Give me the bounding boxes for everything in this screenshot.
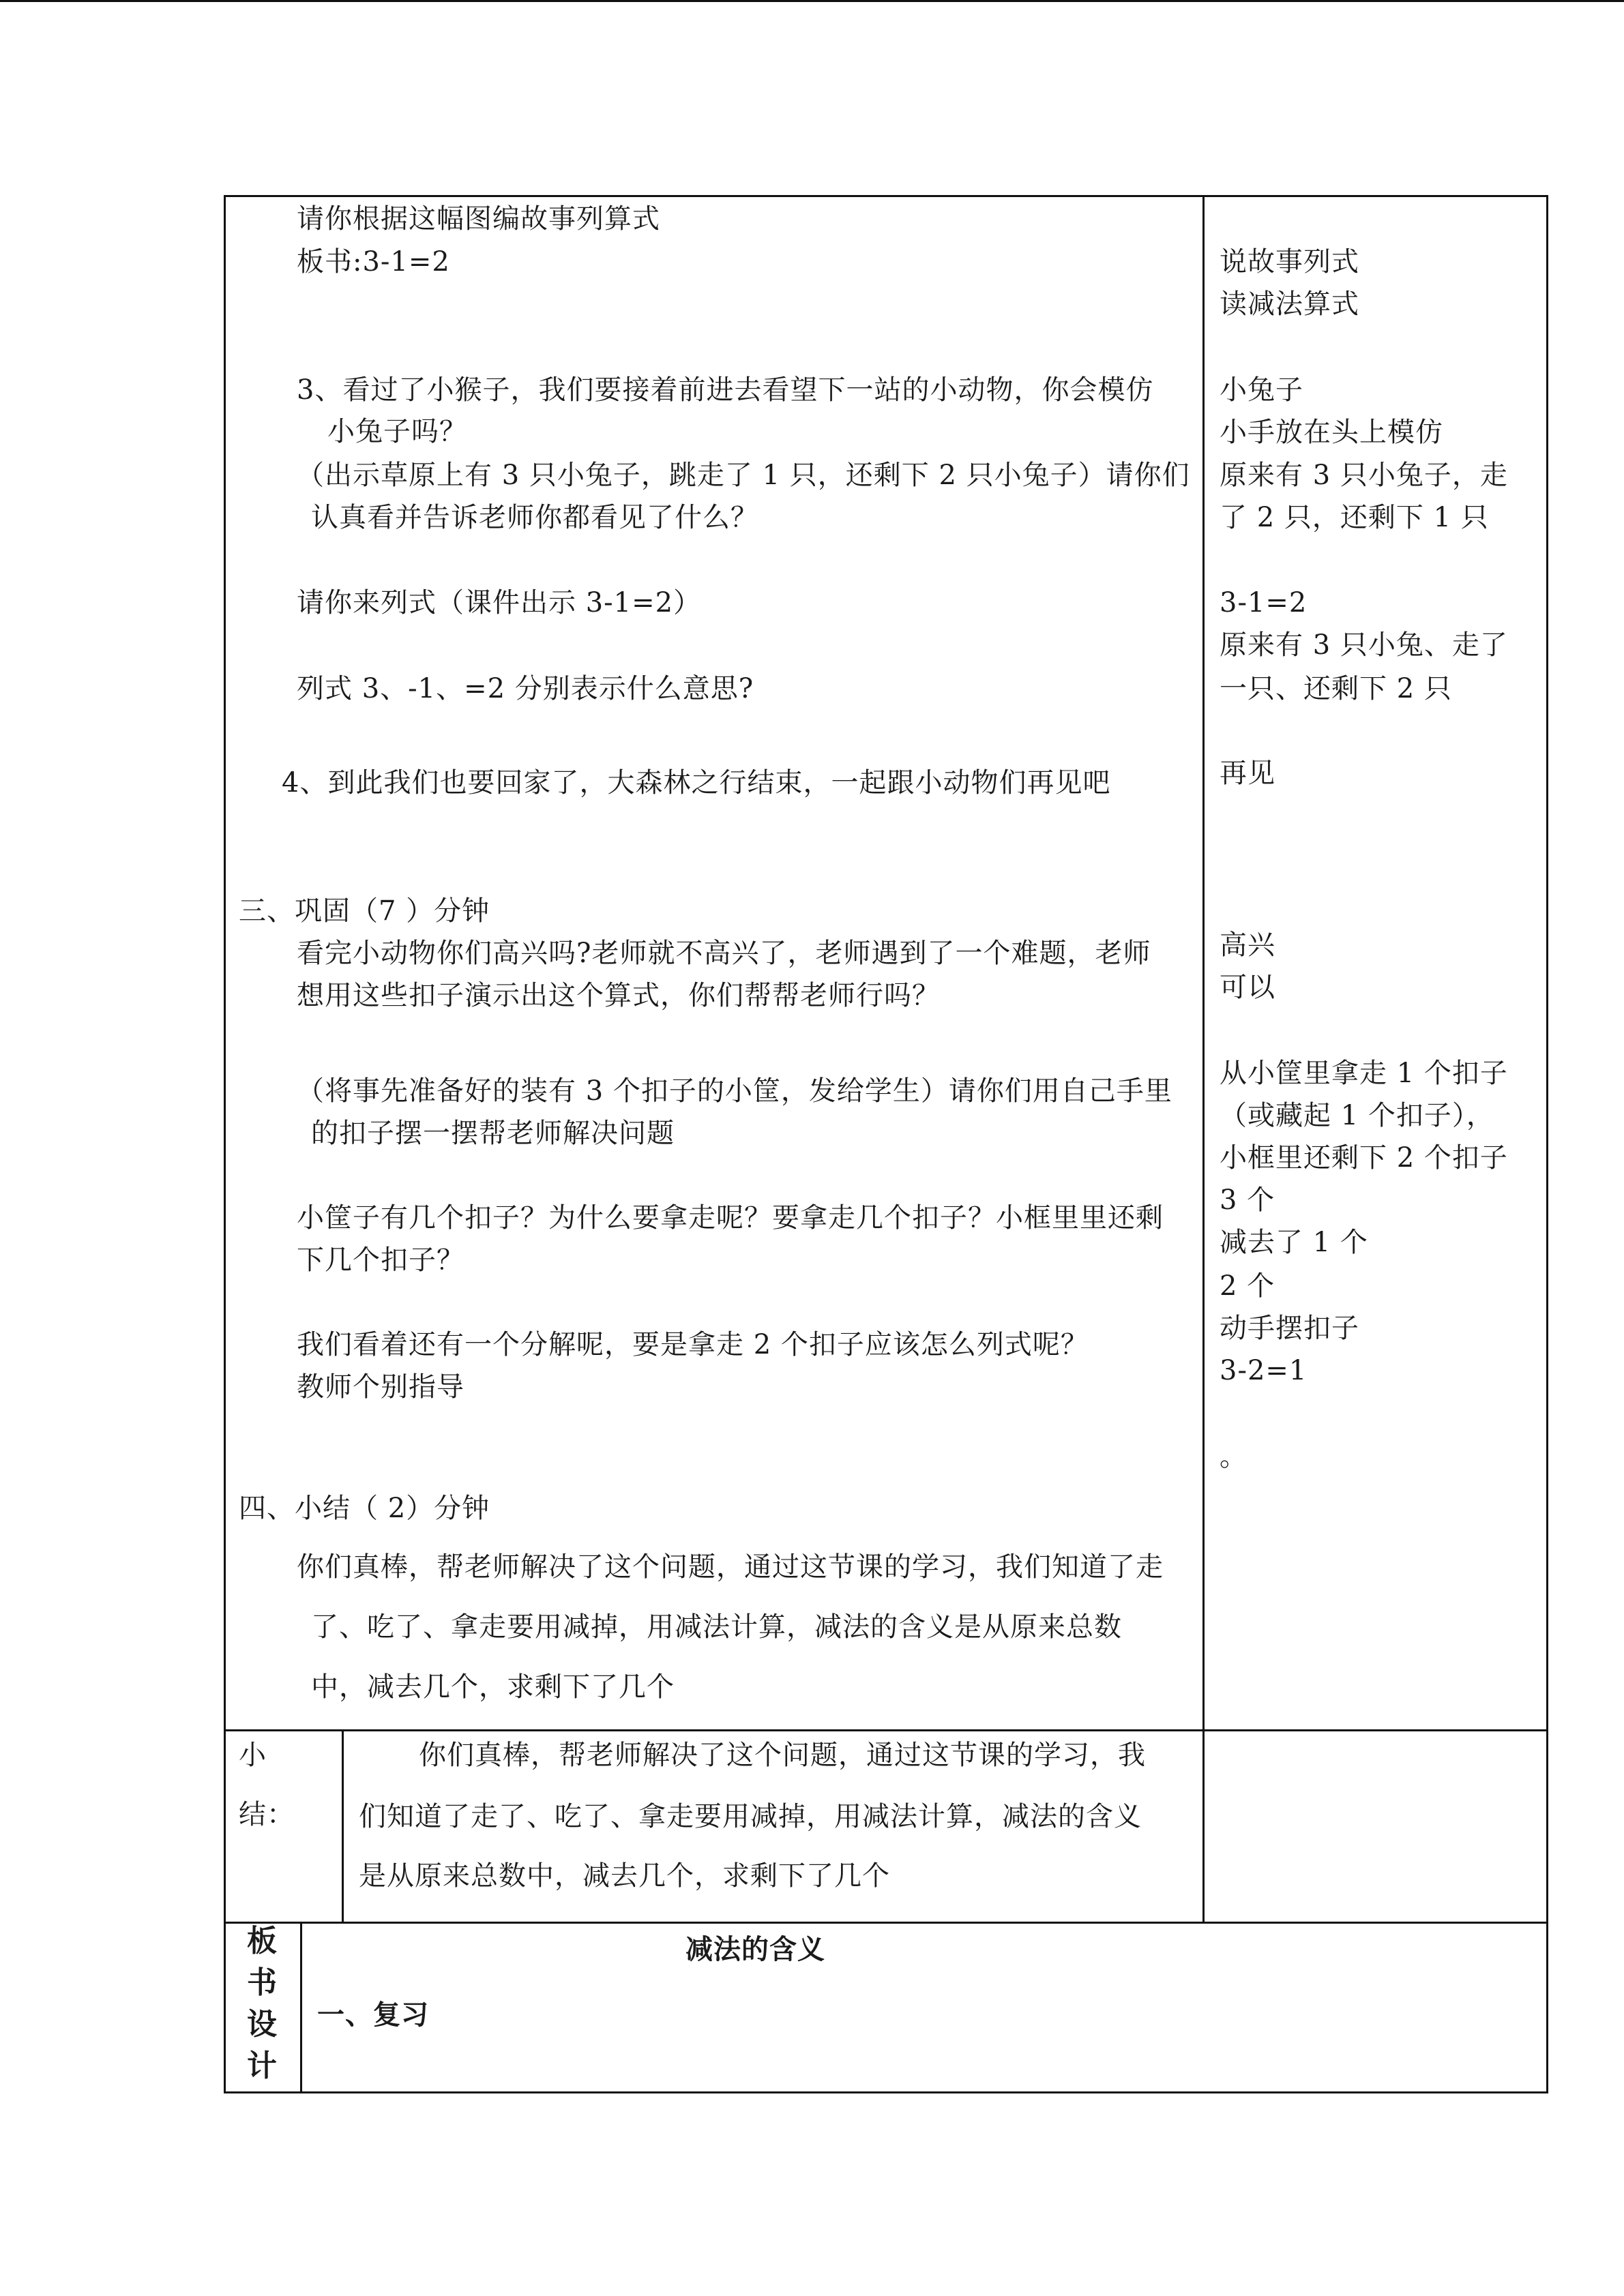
text-line: 请你来列式（课件出示 3-1=2）	[297, 587, 702, 618]
section-heading: 三、巩固（7 ）分钟	[239, 895, 490, 927]
student-activity-cell	[1205, 195, 1546, 1729]
text-line: （或藏起 1 个扣子），	[1220, 1100, 1494, 1131]
text-line: 看完小动物你们高兴吗?老师就不高兴了，老师遇到了一个难题，老师	[297, 938, 1151, 969]
text-line: 原来有 3 只小兔子，走	[1220, 460, 1508, 491]
text-line: 板书:3-1=2	[297, 246, 450, 278]
board-label: 计	[247, 2048, 278, 2083]
text-line: 。	[1220, 1441, 1247, 1472]
text-line: 动手摆扣子	[1220, 1313, 1359, 1344]
board-label: 书	[247, 1965, 278, 2000]
table-border-bottom	[224, 2091, 1548, 2093]
text-line: 2 个	[1220, 1270, 1275, 1302]
board-content-cell	[302, 1924, 1546, 2091]
summary-label: 小	[239, 1740, 267, 1771]
text-line: 小兔子	[1220, 374, 1303, 406]
text-line: 再见	[1220, 758, 1275, 789]
section-heading: 四、小结（ 2）分钟	[239, 1493, 490, 1524]
text-line: 中，减去几个，求剩下了几个	[311, 1671, 675, 1703]
board-label: 板	[247, 1924, 278, 1958]
text-line: 3-2=1	[1220, 1355, 1308, 1386]
text-line: 认真看并告诉老师你都看见了什么？	[311, 502, 758, 533]
lesson-plan-table	[224, 195, 1548, 2093]
text-line: 了 2 只，还剩下 1 只	[1220, 502, 1489, 533]
text-line: 3 个	[1220, 1184, 1275, 1216]
text-line: 从小筐里拿走 1 个扣子	[1220, 1058, 1508, 1089]
text-line: 的扣子摆一摆帮老师解决问题	[311, 1118, 675, 1149]
text-line: 想用这些扣子演示出这个算式，你们帮帮老师行吗？	[297, 980, 940, 1011]
text-line: 们知道了走了、吃了、拿走要用减掉，用减法计算，减法的含义	[359, 1801, 1142, 1832]
text-line: 4、到此我们也要回家了，大森林之行结束，一起跟小动物们再见吧	[282, 767, 1111, 799]
text-line: 小框里还剩下 2 个扣子	[1220, 1142, 1508, 1174]
text-line: 小手放在头上模仿	[1220, 417, 1443, 448]
board-item: 一、复习	[317, 1999, 429, 2031]
text-line: 3-1=2	[1220, 587, 1308, 618]
text-line: 读减法算式	[1220, 288, 1359, 320]
teaching-process-cell	[224, 195, 1202, 1729]
board-label: 设	[247, 2007, 278, 2042]
board-title: 减法的含义	[685, 1933, 825, 1965]
text-line: 可以	[1220, 972, 1275, 1003]
text-line: 请你根据这幅图编故事列算式	[297, 203, 660, 235]
text-line: （将事先准备好的装有 3 个扣子的小筐，发给学生）请你们用自己手里	[297, 1075, 1172, 1107]
summary-label: 结：	[239, 1799, 295, 1830]
text-line: 你们真棒，帮老师解决了这个问题，通过这节课的学习，我们知道了走	[297, 1551, 1164, 1583]
text-line: 了、吃了、拿走要用减掉，用减法计算，减法的含义是从原来总数	[311, 1611, 1122, 1643]
text-line: 下几个扣子？	[297, 1244, 464, 1276]
table-border-right	[1546, 195, 1548, 2093]
page-top-border	[0, 0, 1624, 2]
board-label-cell	[224, 1924, 300, 2091]
summary-label-cell	[224, 1731, 342, 1922]
text-line: 小筐子有几个扣子？为什么要拿走呢？要拿走几个扣子？小框里里还剩	[297, 1202, 1164, 1234]
text-line: 减去了 1 个	[1220, 1227, 1368, 1258]
text-line: 我们看着还有一个分解呢，要是拿走 2 个扣子应该怎么列式呢？	[297, 1329, 1089, 1360]
text-line: 小兔子吗？	[327, 416, 467, 447]
text-line: 一只、还剩下 2 只	[1220, 673, 1452, 704]
text-line: 说故事列式	[1220, 246, 1359, 278]
text-line: 你们真棒，帮老师解决了这个问题，通过这节课的学习，我	[419, 1740, 1146, 1771]
text-line: 3、看过了小猴子，我们要接着前进去看望下一站的小动物，你会模仿	[297, 374, 1154, 406]
text-line: 高兴	[1220, 929, 1275, 961]
summary-content-cell	[344, 1731, 1202, 1922]
text-line: 列式 3、-1、=2 分别表示什么意思?	[297, 673, 754, 704]
text-line: 是从原来总数中，减去几个，求剩下了几个	[359, 1860, 890, 1892]
text-line: 原来有 3 只小兔、走了	[1220, 629, 1508, 661]
text-line: 教师个别指导	[297, 1371, 464, 1403]
text-line: （出示草原上有 3 只小兔子，跳走了 1 只，还剩下 2 只小兔子）请你们	[297, 460, 1190, 491]
